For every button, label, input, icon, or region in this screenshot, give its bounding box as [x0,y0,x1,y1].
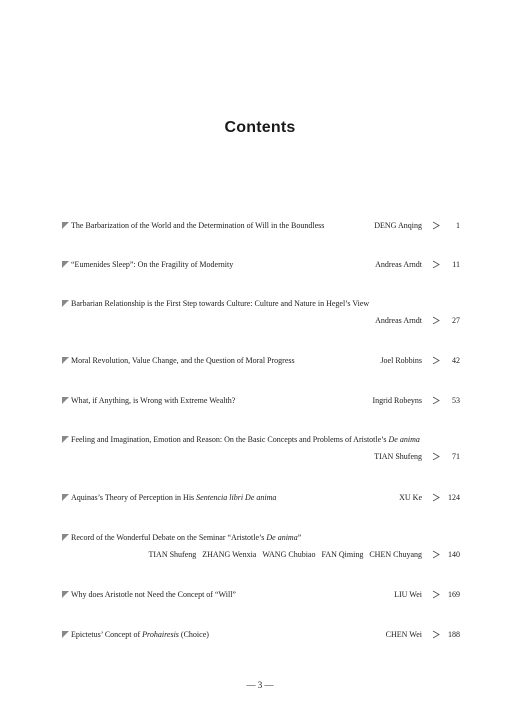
entry-author: LIU Wei [394,590,422,599]
entry-title: Barbarian Relationship is the First Step towards Culture: Culture and Nature in Hegel’s View [71,299,370,308]
entry-title: Record of the Wonderful Debate on the Seminar “Aristotle’s De anima” [71,533,302,542]
entry-page: 188 [448,630,460,639]
toc-entry [62,629,460,640]
entry-page: 42 [452,356,460,365]
toc-entry [62,434,460,462]
entry-author: ZHANG Wenxia [202,550,257,559]
triangle-bullet-icon [62,494,69,501]
entry-page: 27 [452,316,460,325]
entry-author: DENG Anqing [374,221,422,230]
triangle-bullet-icon [62,631,69,638]
triangle-bullet-icon [62,261,69,268]
arrow-right-icon [432,590,440,599]
arrow-right-icon [432,260,440,269]
toc-entry [62,259,460,270]
entry-author: TIAN Shufeng [148,550,197,559]
triangle-bullet-icon [62,591,69,598]
entry-title: Epictetus’ Concept of Prohairesis (Choice) [71,630,209,639]
entry-page: 71 [452,452,460,461]
entry-author: FAN Qiming [321,550,364,559]
arrow-right-icon [432,356,440,365]
arrow-right-icon [432,396,440,405]
toc-entry [62,355,460,366]
arrow-right-icon [432,452,440,461]
triangle-bullet-icon [62,300,69,307]
arrow-right-icon [432,550,440,559]
entry-author: Andreas Arndt [375,260,422,269]
entry-title: The Barbarization of the World and the Determination of Will in the Boundless [71,221,325,230]
entry-title: Why does Aristotle not Need the Concept of “Will” [71,590,236,599]
arrow-right-icon [432,630,440,639]
contents-heading: Contents [224,119,296,136]
triangle-bullet-icon [62,534,69,541]
toc-entry [62,532,460,560]
entry-page: 169 [448,590,460,599]
entry-author: WANG Chubiao [262,550,316,559]
toc-entry [62,589,460,600]
entry-author: TIAN Shufeng [374,452,422,461]
triangle-bullet-icon [62,357,69,364]
toc-entry [62,492,460,503]
entry-author: Joel Robbins [380,356,422,365]
entry-page: 1 [456,221,460,230]
entry-title: Feeling and Imagination, Emotion and Reason: On the Basic Concepts and Problems of Aristotle’s De anima [71,435,420,444]
triangle-bullet-icon [62,436,69,443]
arrow-right-icon [432,493,440,502]
entry-page: 11 [452,260,460,269]
toc-entry [62,395,460,406]
entry-author: CHEN Chuyang [369,550,422,559]
arrow-right-icon [432,316,440,325]
page-number: — 3 — [246,680,274,690]
entry-author: Andreas Arndt [375,316,422,325]
entry-page: 124 [448,493,460,502]
entry-title: What, if Anything, is Wrong with Extreme Wealth? [71,396,236,405]
entry-title: “Eumenides Sleep”: On the Fragility of Modernity [71,260,234,269]
toc-entry [62,298,460,326]
entry-author: CHEN Wei [385,630,422,639]
entry-title: Moral Revolution, Value Change, and the Question of Moral Progress [71,356,295,365]
entry-page: 53 [452,396,460,405]
entry-author: XU Ke [399,493,422,502]
entry-page: 140 [448,550,460,559]
entry-author: Ingrid Robeyns [372,396,422,405]
triangle-bullet-icon [62,397,69,404]
triangle-bullet-icon [62,222,69,229]
arrow-right-icon [432,221,440,230]
entry-title: Aquinas’s Theory of Perception in His Sentencia libri De anima [71,493,277,502]
toc-entry [62,220,460,231]
